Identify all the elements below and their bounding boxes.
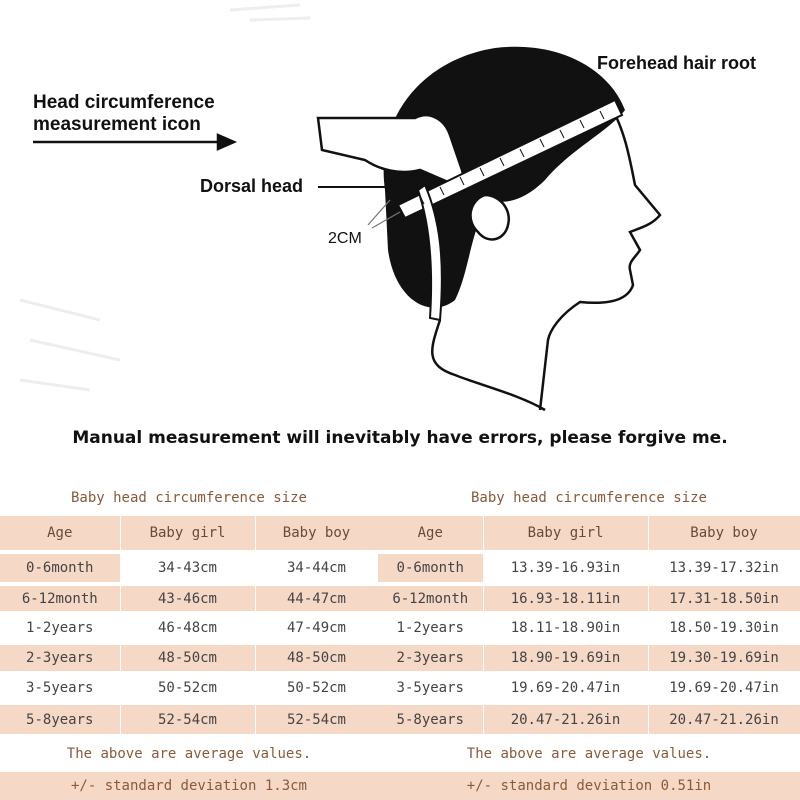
table-row [0,584,378,613]
age-cell: 3-5years [0,673,120,703]
column-header-age: Age [0,516,120,552]
girl-cell: 43-46cm [120,584,255,613]
age-cell: 5-8years [0,703,120,736]
boy-cell: 19.30-19.69in [648,643,800,673]
head-circumference-label [33,92,215,136]
column-header-boy: Baby boy [648,516,800,552]
age-cell: 6-12month [0,584,120,613]
column-header-age: Age [378,516,483,552]
table-row [378,584,800,613]
size-table-inches [378,480,800,800]
standard-deviation-note: +/- standard deviation 1.3cm [0,771,378,800]
table-row [378,552,800,584]
table-row [378,703,800,736]
average-values-note: The above are average values. [0,736,378,771]
table-title: Baby head circumference size [378,480,800,516]
table-row [378,643,800,673]
neck-outline [432,320,545,410]
measurement-error-notice: Manual measurement will inevitably have errors, please forgive me. [72,428,728,448]
average-values-note: The above are average values. [378,736,800,771]
table-row [0,643,378,673]
table-row [378,673,800,703]
table-row [0,552,378,584]
boy-cell: 20.47-21.26in [648,703,800,736]
forehead-hair-root-label: Forehead hair root [597,53,757,73]
boy-cell: 34-44cm [255,552,378,584]
age-cell: 2-3years [378,643,483,673]
table-title: Baby head circumference size [0,480,378,516]
age-cell: 2-3years [0,643,120,673]
boy-cell: 48-50cm [255,643,378,673]
table-row [378,613,800,643]
table-row [0,703,378,736]
boy-cell: 19.69-20.47in [648,673,800,703]
standard-deviation-note: +/- standard deviation 0.51in [378,771,800,800]
boy-cell: 18.50-19.30in [648,613,800,643]
age-cell: 6-12month [378,584,483,613]
boy-cell: 44-47cm [255,584,378,613]
age-cell: 5-8years [378,703,483,736]
age-cell: 0-6month [0,552,120,584]
dorsal-arrow [318,182,400,192]
girl-cell: 50-52cm [120,673,255,703]
girl-cell: 19.69-20.47in [483,673,648,703]
dorsal-head-label: Dorsal head [200,176,304,196]
girl-cell: 46-48cm [120,613,255,643]
column-header-girl: Baby girl [483,516,648,552]
table-row [0,673,378,703]
hair-silhouette [384,47,625,308]
offset-2cm-label: 2CM [328,230,362,247]
girl-cell: 18.90-19.69in [483,643,648,673]
age-cell: 3-5years [378,673,483,703]
size-table-cm [0,480,379,800]
age-cell: 1-2years [0,613,120,643]
girl-cell: 16.93-18.11in [483,584,648,613]
head-circumference-arrow [33,135,234,149]
watermark-sketch [20,5,310,390]
girl-cell: 13.39-16.93in [483,552,648,584]
table-row [0,613,378,643]
girl-cell: 18.11-18.90in [483,613,648,643]
girl-cell: 48-50cm [120,643,255,673]
boy-cell: 17.31-18.50in [648,584,800,613]
column-header-boy: Baby boy [255,516,378,552]
boy-cell: 50-52cm [255,673,378,703]
girl-cell: 52-54cm [120,703,255,736]
head-circumference-label-text: Head circumference measurement icon [33,92,215,135]
column-header-girl: Baby girl [120,516,255,552]
boy-cell: 52-54cm [255,703,378,736]
girl-cell: 20.47-21.26in [483,703,648,736]
boy-cell: 47-49cm [255,613,378,643]
age-cell: 0-6month [378,552,483,584]
boy-cell: 13.39-17.32in [648,552,800,584]
girl-cell: 34-43cm [120,552,255,584]
age-cell: 1-2years [378,613,483,643]
